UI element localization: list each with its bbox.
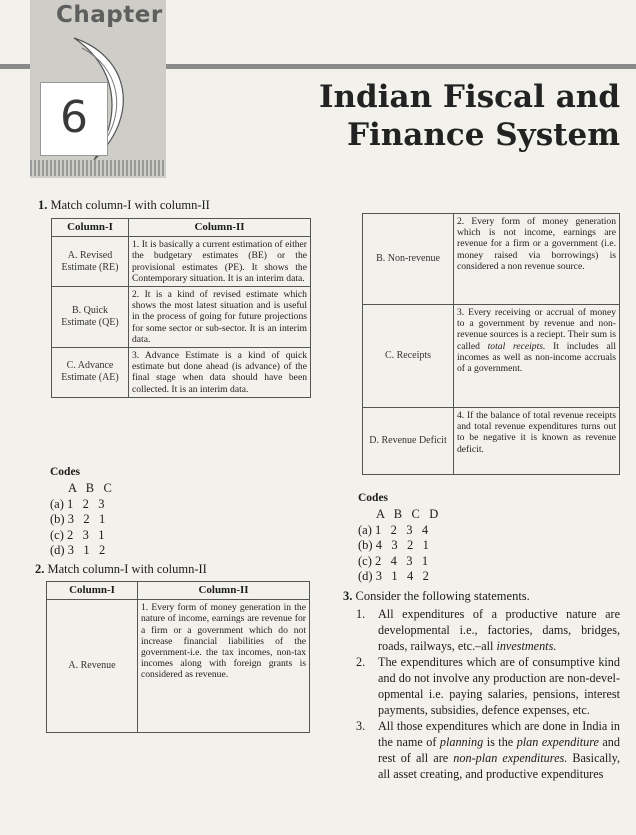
table-row — [47, 600, 310, 733]
q1-codes-label: Codes — [50, 466, 81, 478]
q3-stmt3-emphasis-3: non-plan expenditures. — [453, 751, 568, 765]
q3-prompt-text: Consider the following statements. — [355, 589, 530, 603]
header-rule-left — [0, 64, 30, 69]
q2-row-d-num: 4. — [457, 410, 465, 421]
q2-row-d-right — [454, 408, 620, 475]
q1-row-b-text: It is a kind of revised estimate which shows the most latest situation and is useful in the process of going for future projections for some sector or sub-sector. It is an interim data. — [132, 289, 307, 345]
q2-row-b-left: B. Non-revenue — [363, 214, 454, 305]
q3-stmt3-text — [378, 718, 620, 782]
q3-stmt2-num: 2. — [356, 655, 366, 669]
q2-row-a-right — [138, 600, 310, 733]
list-item — [356, 606, 620, 654]
q1-codes — [50, 481, 112, 559]
q1-row-a-num: 1. — [132, 239, 140, 251]
q1-code-c: (c) 2 3 1 — [50, 527, 105, 542]
q1-row-b-left: B. Quick Estimate (QE) — [52, 287, 129, 348]
q1-code-b: (b) 3 2 1 — [50, 512, 106, 526]
q1-row-c-right — [129, 348, 311, 398]
table-row — [52, 287, 311, 348]
list-item — [356, 718, 620, 782]
q1-table-header-row — [52, 219, 311, 237]
q1-row-c-left: C. Advance Estimate (AE) — [52, 348, 129, 398]
chapter-number: 6 — [60, 92, 88, 143]
q2-row-c-text: Every receiving or accrual of money to a government by revenue and non-revenue sources is a reciept. Their sum is called — [457, 307, 616, 352]
q1-code-d: (d) 3 1 2 — [50, 543, 106, 557]
q3-stmt3-body: All those expenditures which are done in India in the name of — [378, 719, 620, 749]
q1-row-c-num: 3. — [132, 350, 140, 362]
chapter-title-line2: Finance System — [346, 117, 620, 153]
q2-row-a-left: A. Revenue — [47, 600, 138, 733]
q3-stmt1-text — [378, 606, 620, 654]
q3-prompt — [343, 589, 530, 604]
q2-table-header-row — [47, 582, 310, 600]
q2-row-c-left: C. Receipts — [363, 305, 454, 408]
q2-code-b: (b) 4 3 2 1 — [358, 538, 429, 552]
q2-number: 2. — [35, 562, 45, 576]
q1-code-a: (a) 1 2 3 — [50, 496, 105, 511]
chapter-title — [300, 78, 620, 154]
q2-codes — [358, 507, 438, 585]
q3-stmt3-end: Basically, all asset creating, and productive expenditures — [378, 751, 621, 781]
q2-codes-label: Codes — [358, 492, 389, 504]
q3-stmt1-emphasis: investments. — [496, 639, 557, 653]
table-row — [363, 408, 620, 475]
header-rule — [166, 64, 636, 69]
q2-codes-header: A B C D — [358, 507, 439, 521]
q2-row-b-text: Every form of money generation which is not income, earnings are revenue for a firm or a government (i.e. money raised via borrowings) is considered a non revenue source. — [457, 216, 616, 272]
list-item — [356, 654, 620, 718]
q2-row-b-num: 2. — [457, 216, 465, 227]
q2-code-d: (d) 3 1 4 2 — [358, 569, 429, 583]
q2-match-table-part2 — [362, 213, 620, 475]
table-row — [363, 305, 620, 408]
q1-row-a-left: A. Revised Estimate (RE) — [52, 237, 129, 287]
q1-row-b-num: 2. — [132, 289, 140, 301]
q1-row-c-text: Advance Estimate is a kind of quick estimate but done ahead (is advance) of the final stage when data should have been collected. It is an interim data. — [132, 350, 308, 395]
q2-row-c-right — [454, 305, 620, 408]
q2-row-d-text: If the balance of total revenue receipts and total revenue expenditures turns out to be negative it is known as revenue deficit. — [457, 410, 617, 455]
q3-number: 3. — [343, 589, 353, 603]
chapter-label: Chapter — [56, 2, 163, 28]
table-row — [52, 348, 311, 398]
q3-statements — [356, 606, 620, 782]
q2-col1-header: Column-I — [47, 582, 138, 600]
chapter-title-line1: Indian Fiscal and — [319, 79, 620, 115]
q1-match-table — [51, 218, 311, 398]
q2-row-c-text-end: It includes all incomes as well as non-income accruals of a government. — [457, 340, 616, 375]
q1-prompt — [38, 198, 210, 213]
q1-row-a-text: It is basically a current estimation of either the budgetary estimates (BE) or the provisional estimates (PE). It shows the Contemporary situation. It is an interim data. — [132, 239, 307, 284]
q1-row-b-right — [129, 287, 311, 348]
q3-stmt3-emphasis-1: planning — [439, 735, 484, 749]
q3-stmt3-emphasis-2: plan expenditure — [516, 735, 599, 749]
q2-row-b-right — [454, 214, 620, 305]
q3-stmt2-text: The expenditures which are of consumptive kind and do not involve any production are non-devel- opmental i.e. paying salaries, pensions, interest payments, subsidies, defence expenses, etc. — [378, 655, 620, 717]
table-row — [363, 214, 620, 305]
q3-stmt3-mid2: and rest of all are — [378, 735, 620, 765]
q1-prompt-text: Match column-I with column-II — [50, 198, 210, 212]
q1-col1-header: Column-I — [52, 219, 129, 237]
q2-prompt — [35, 562, 207, 577]
q2-code-a: (a) 1 2 3 4 — [358, 522, 429, 537]
q2-row-c-emphasis: total receipts. — [487, 340, 546, 352]
q1-row-a-right — [129, 237, 311, 287]
q2-col2-header: Column-II — [138, 582, 310, 600]
q2-code-c: (c) 2 4 3 1 — [358, 553, 429, 568]
table-row — [52, 237, 311, 287]
q3-stmt3-num: 3. — [356, 719, 366, 733]
chapter-stripe — [30, 160, 166, 176]
q1-col2-header: Column-II — [129, 219, 311, 237]
q2-row-a-text: Every form of money generation in the nature of income, earnings are revenue for a firm or a government which do not increase financial liabilities of the government-i.e. the tax incomes, non-tax incomes along with foreign grants is considered as revenue. — [141, 602, 306, 681]
q2-row-a-num: 1. — [141, 602, 149, 614]
q3-stmt1-num: 1. — [356, 607, 366, 621]
q1-number: 1. — [38, 198, 48, 212]
q2-row-c-num: 3. — [457, 307, 465, 318]
q3-stmt1-body: All expenditures of a productive nature are developmental i.e., factories, dams, bridges, roads, railways, etc.–all — [378, 607, 620, 653]
q1-codes-header: A B C — [50, 481, 112, 495]
q2-prompt-text: Match column-I with column-II — [47, 562, 207, 576]
q2-match-table-part1 — [46, 581, 310, 733]
q3-stmt3-mid: is the — [483, 735, 517, 749]
q2-row-d-left: D. Revenue Deficit — [363, 408, 454, 475]
